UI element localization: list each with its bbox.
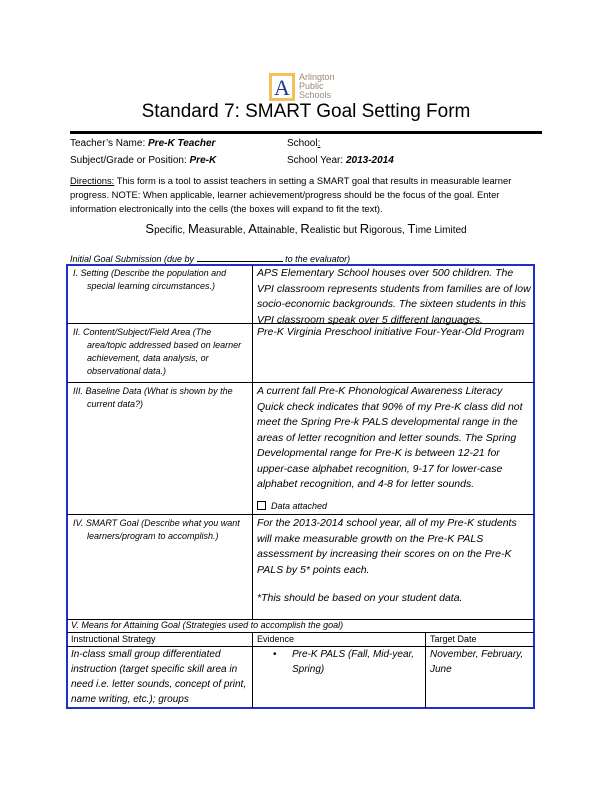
data-attached-option[interactable] xyxy=(257,501,327,511)
smart-acronym xyxy=(0,221,612,236)
teacher-name-label: Teacher’s Name: xyxy=(70,138,146,149)
smart-word-m: easurable, xyxy=(198,225,249,236)
directions xyxy=(70,174,542,216)
initial-submission-label: Initial Goal Submission (due by xyxy=(70,254,197,264)
smart-letter-s: S xyxy=(145,221,155,236)
school-label: School xyxy=(287,138,318,149)
smart-letter-a: A xyxy=(248,221,257,236)
col-header-target-date: Target Date xyxy=(430,634,477,644)
setting-label: I. Setting (Describe the population and special learning circumstances.) xyxy=(73,268,227,291)
logo-line-2: Public xyxy=(299,81,324,91)
baseline-label: III. Baseline Data (What is shown by the current data?) xyxy=(73,386,233,409)
data-attached-checkbox[interactable] xyxy=(257,501,266,510)
smart-letter-r2: R xyxy=(359,221,370,236)
content-label: II. Content/Subject/Field Area (The area/topic addressed based on learner achievement, data analysis, or observational data.) xyxy=(73,327,242,376)
svg-text:A: A xyxy=(274,75,290,100)
teacher-name-field xyxy=(70,137,215,150)
logo-icon xyxy=(269,73,295,101)
smart-word-r: ealistic but xyxy=(309,225,360,236)
directions-text: This form is a tool to assist teachers in setting a SMART goal that results in measurable learner progress. NOTE: When applicable, learner achievement/progress should be the focus of the goal. Enter information electronically into the cells (the boxes will expand to fit the text). xyxy=(70,175,512,214)
smart-word-r2: igorous, xyxy=(369,225,408,236)
title-divider xyxy=(70,131,542,134)
subject-label: Subject/Grade or Position: xyxy=(70,155,187,166)
school-value[interactable]: : xyxy=(317,138,321,149)
evidence-bullet: • xyxy=(273,649,277,660)
smart-goal-text: For the 2013-2014 school year, all of my Pre-K students will make measurable growth on the Pre-K PALS assessment by increasing their scores on on the Pre-K PALS by 5* points each. xyxy=(257,517,517,576)
smart-letter-r: R xyxy=(300,221,310,236)
column-divider-means-1 xyxy=(252,632,253,708)
directions-label: Directions: xyxy=(70,175,115,186)
column-divider-means-2 xyxy=(425,632,426,708)
school-year-label: School Year: xyxy=(287,155,344,166)
initial-submission-tail: to the evaluator) xyxy=(282,254,351,264)
means-label: V. Means for Attaining Goal (Strategies used to accomplish the goal) xyxy=(71,620,344,630)
school-year-field xyxy=(287,154,394,167)
smart-goal-field[interactable] xyxy=(252,515,535,607)
baseline-field[interactable]: A current fall Pre-K Phonological Awareness Literacy Quick check indicates that 90% of my Pre-K class did not meet the Spring Pre-k PALS developmental range in the areas of letter recognition and letter sounds. The Spring Developmental range for Pre-K is between 12-21 for upper-case alphabet recognition, 9-17 for lower-case alphabet recognition, and 4-8 for letter sounds. xyxy=(257,385,523,490)
smart-letter-t: T xyxy=(407,221,416,236)
strategy-field[interactable]: In-class small group differentiated instruction (target specific skill area in need i.e. letter sounds, concept of print, name writing, etc.); groups xyxy=(71,649,247,705)
row-divider-5 xyxy=(67,632,534,633)
content-field[interactable]: Pre-K Virginia Preschool initiative Four-Year-Old Program xyxy=(257,326,525,338)
subject-value[interactable]: Pre-K xyxy=(189,155,217,166)
col-header-evidence: Evidence xyxy=(257,634,295,644)
school-year-value[interactable]: 2013-2014 xyxy=(345,155,394,166)
subject-field xyxy=(70,154,216,167)
page-title: Standard 7: SMART Goal Setting Form xyxy=(141,101,471,122)
setting-field[interactable]: APS Elementary School houses over 500 children. The VPI classroom represents students from families are of low socio-economic backgrounds. The sixteen students in this VPI classroom speak over 5 different languages. xyxy=(257,267,531,326)
target-date-field[interactable]: November, February, June xyxy=(430,649,524,675)
smart-word-t: ime Limited xyxy=(415,225,467,236)
evidence-field[interactable]: Pre-K PALS (Fall, Mid-year, Spring) xyxy=(292,649,415,675)
smart-letter-m: M xyxy=(187,221,199,236)
due-date-blank[interactable] xyxy=(197,252,283,262)
smart-goal-note: *This should be based on your student data. xyxy=(257,592,463,604)
logo-line-3: Schools xyxy=(299,90,332,100)
logo-line-1: Arlington xyxy=(299,72,335,82)
smart-word-s: pecific, xyxy=(154,225,188,236)
smart-word-a: ttainable, xyxy=(256,225,301,236)
school-logo xyxy=(269,73,379,103)
initial-submission xyxy=(70,252,350,264)
teacher-name-value[interactable]: Pre-K Teacher xyxy=(148,138,216,149)
col-header-strategy: Instructional Strategy xyxy=(71,634,156,644)
smart-goal-label: IV. SMART Goal (Describe what you want learners/program to accomplish.) xyxy=(73,518,240,541)
school-field xyxy=(287,137,320,150)
data-attached-label: Data attached xyxy=(271,501,328,511)
